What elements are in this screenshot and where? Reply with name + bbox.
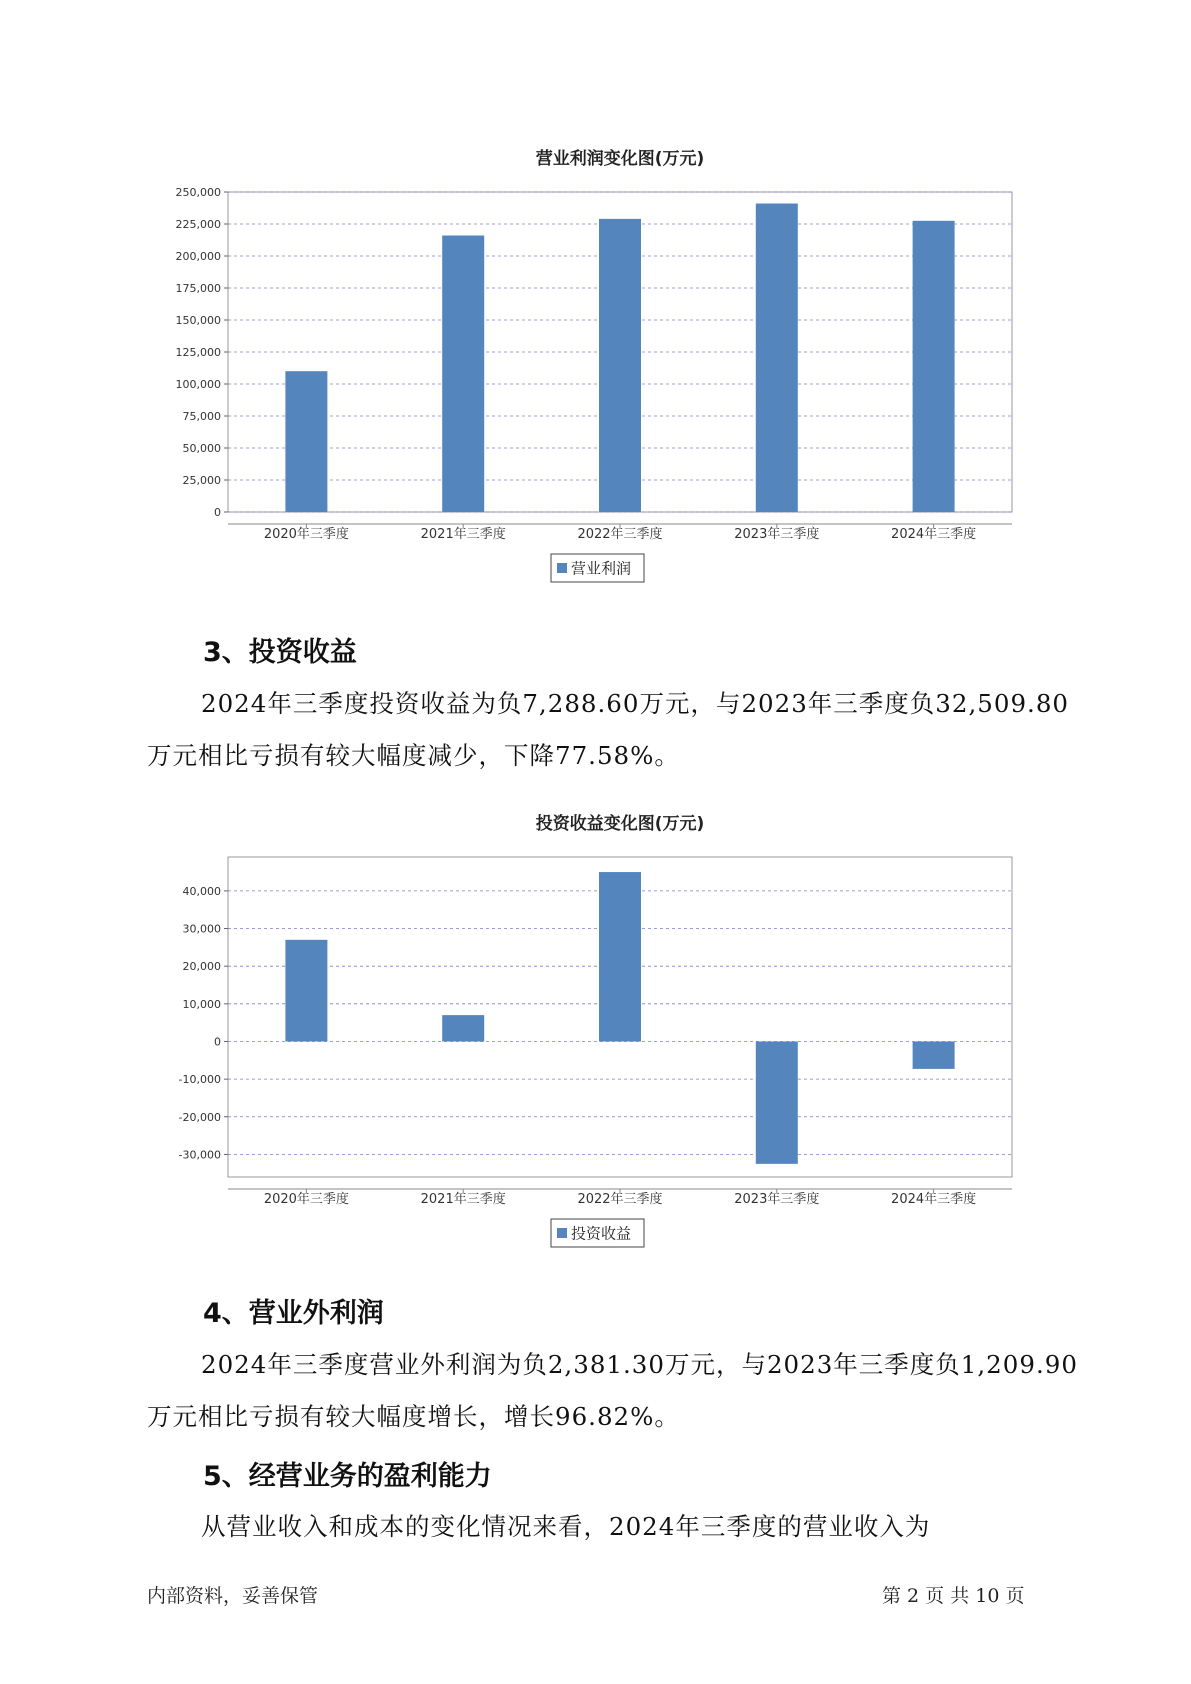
x-tick-label: 2023年三季度 <box>734 1192 820 1207</box>
bar <box>913 221 955 512</box>
y-tick-label: -10,000 <box>178 1073 221 1087</box>
y-tick-label: 10,000 <box>182 997 221 1011</box>
bar <box>442 1015 484 1041</box>
chart-title: 投资收益变化图(万元) <box>535 814 705 834</box>
x-tick-label: 2023年三季度 <box>734 527 820 542</box>
x-tick-label: 2021年三季度 <box>420 1192 506 1207</box>
bar <box>442 236 484 512</box>
x-tick-label: 2024年三季度 <box>891 1192 977 1207</box>
investment-income-chart <box>0 805 1191 1260</box>
y-tick-label: -20,000 <box>178 1110 221 1124</box>
y-tick-label: 30,000 <box>182 922 221 936</box>
non-operating-profit-heading: 4、营业外利润 <box>203 1298 384 1329</box>
y-tick-label: 0 <box>214 1035 221 1049</box>
non-operating-profit-paragraph: 2024年三季度营业外利润为负2,381.30万元，与2023年三季度负1,209.90万元相比亏损有较大幅度增长，增长96.82%。 <box>147 1350 1078 1431</box>
bar <box>285 940 327 1042</box>
y-tick-label: 20,000 <box>182 960 221 974</box>
x-tick-label: 2020年三季度 <box>263 527 349 542</box>
legend-swatch <box>557 563 567 573</box>
y-tick-label: 75,000 <box>182 410 221 423</box>
bar <box>756 1041 798 1163</box>
x-tick-label: 2021年三季度 <box>420 527 506 542</box>
y-tick-label: 250,000 <box>175 186 221 199</box>
y-tick-label: 50,000 <box>182 442 221 455</box>
bar <box>756 204 798 512</box>
y-tick-label: 25,000 <box>182 474 221 487</box>
bar <box>599 219 641 512</box>
investment-income-heading: 3、投资收益 <box>203 637 357 668</box>
legend-label: 投资收益 <box>571 1224 632 1243</box>
y-tick-label: 40,000 <box>182 884 221 898</box>
y-tick-label: 125,000 <box>175 346 221 359</box>
y-tick-label: 0 <box>214 506 221 519</box>
x-tick-label: 2022年三季度 <box>577 1192 663 1207</box>
x-tick-label: 2022年三季度 <box>577 527 663 542</box>
x-tick-label: 2020年三季度 <box>263 1192 349 1207</box>
y-tick-label: 150,000 <box>175 314 221 327</box>
y-tick-label: 100,000 <box>175 378 221 391</box>
legend-swatch <box>557 1228 567 1238</box>
bar <box>913 1041 955 1068</box>
operating-profit-chart <box>0 140 1191 595</box>
operating-profitability-heading: 5、经营业务的盈利能力 <box>203 1461 492 1492</box>
y-tick-label: 175,000 <box>175 282 221 295</box>
operating-profitability-paragraph: 从营业收入和成本的变化情况来看，2024年三季度的营业收入为 <box>201 1512 931 1541</box>
x-tick-label: 2024年三季度 <box>891 527 977 542</box>
bar <box>599 872 641 1041</box>
investment-income-chart-svg <box>0 805 1191 1260</box>
y-tick-label: -30,000 <box>178 1148 221 1162</box>
operating-profit-chart-svg <box>0 140 1191 595</box>
footer-confidential: 内部资料，妥善保管 <box>147 1585 319 1607</box>
investment-income-paragraph: 2024年三季度投资收益为负7,288.60万元，与2023年三季度负32,509.80万元相比亏损有较大幅度减少，下降77.58%。 <box>147 689 1069 770</box>
y-tick-label: 225,000 <box>175 218 221 231</box>
chart-title: 营业利润变化图(万元) <box>535 149 705 169</box>
footer-page-number: 第 2 页 共 10 页 <box>882 1585 1025 1607</box>
bar <box>285 371 327 512</box>
legend-label: 营业利润 <box>571 559 632 578</box>
y-tick-label: 200,000 <box>175 250 221 263</box>
